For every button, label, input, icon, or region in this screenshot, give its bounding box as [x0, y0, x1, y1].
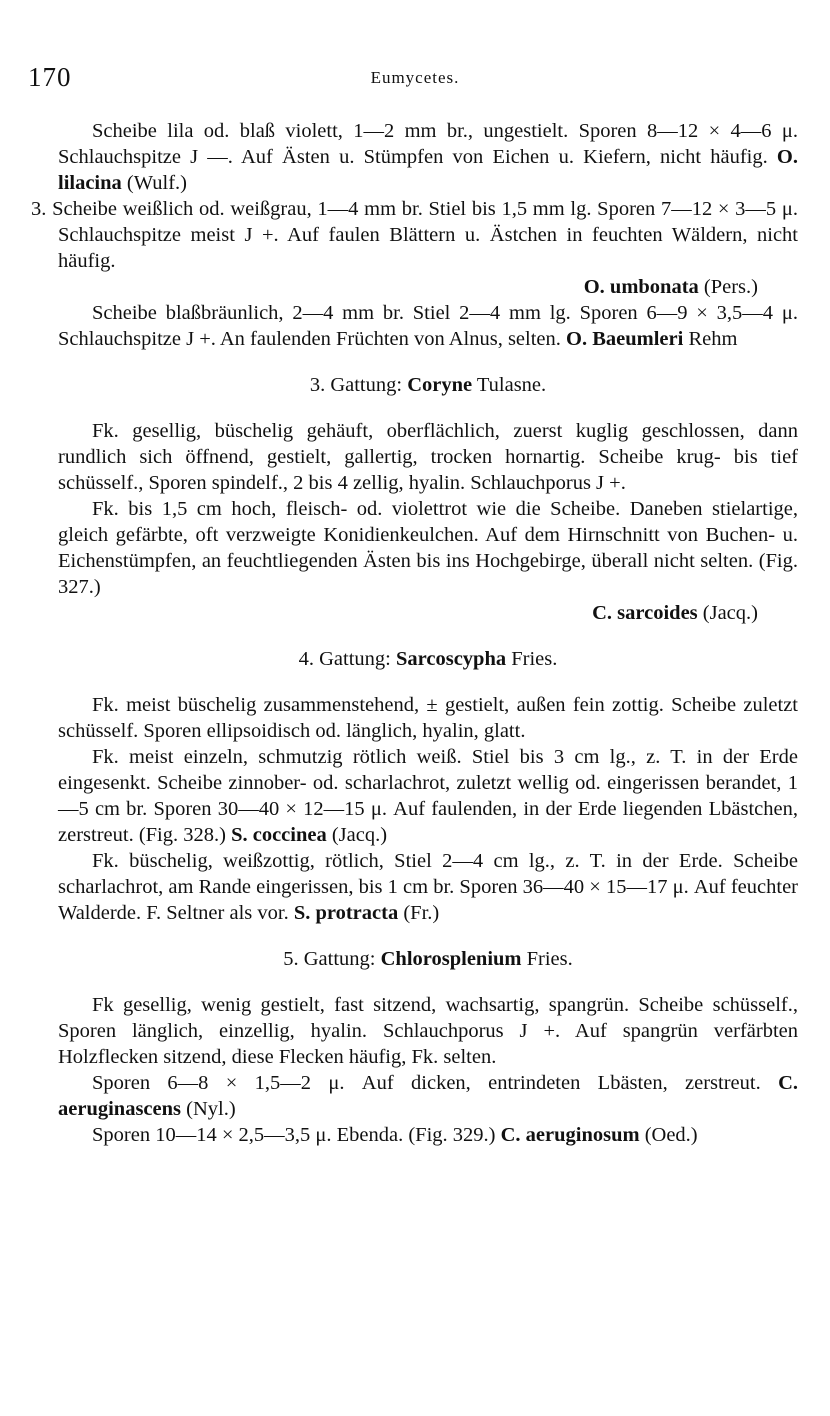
genus-author: Fries. — [511, 648, 558, 670]
entry-text: Scheibe lila od. blaß violett, 1—2 mm br., ungestielt. Sporen 8—12 × 4—6 μ. Schlauchspitze J —. Auf Ästen u. Stümpfen von Eichen u. Kiefern, nicht häufig. — [58, 120, 798, 168]
genus-author: Tulasne. — [476, 374, 547, 396]
page-header — [28, 62, 802, 98]
species-name: C. aeruginascens — [58, 1072, 799, 1120]
species-author: (Pers.) — [703, 276, 758, 298]
species-author: Rehm — [688, 328, 738, 350]
genus-name: Chlorosplenium — [380, 948, 522, 970]
species-name: O. Baeumleri — [566, 328, 684, 350]
genus-heading — [58, 946, 798, 972]
page-body — [31, 118, 799, 1148]
key-number: 3. — [31, 198, 47, 220]
entry-text: Fk. meist einzeln, schmutzig rötlich weiß. Stiel bis 3 cm lg., z. T. in der Erde eingesenkt. Scheibe zinnober- od. scharlachrot, zuletzt wellig od. eingerissen berandet, 1—5 cm br. Sporen 30—40 × 12—15 μ. Auf faulenden, in der Erde liegenden Lbästchen, zerstreut. (Fig. 328.) — [58, 746, 798, 846]
key-entry — [58, 1070, 798, 1122]
key-entry — [58, 848, 798, 926]
entry-text: Fk. büschelig, weißzottig, rötlich, Stiel 2—4 cm lg., z. T. in der Erde. Scheibe scharlachrot, am Rande eingerissen, bis 1 cm br. Sporen 36—40 × 15—17 μ. Auf feuchter Walderde. F. Seltner als vor. — [58, 850, 798, 924]
species-author: (Wulf.) — [126, 172, 188, 194]
genus-name: Coryne — [407, 374, 473, 396]
entry-text: Scheibe blaßbräunlich, 2—4 mm br. Stiel 2—4 mm lg. Sporen 6—9 × 3,5—4 μ. Schlauchspitze J +. An faulenden Früchten von Alnus, selten. — [58, 302, 798, 350]
species-name: S. coccinea — [231, 824, 327, 846]
species-author: (Jacq.) — [702, 602, 758, 624]
genus-description: Fk. gesellig, büschelig gehäuft, oberflächlich, zuerst kuglig geschlossen, dann rundlich sich öffnend, gestielt, gallertig, trocken hornartig. Scheibe krug- bis tief schüsself., Sporen spindelf., 2 bis 4 zellig, hyalin. Schlauchporus J +. — [58, 420, 798, 494]
entry-text: Scheibe weißlich od. weißgrau, 1—4 mm br. Stiel bis 1,5 mm lg. Sporen 7—12 × 3—5 μ. Schlauchspitze meist J +. Auf faulen Blättern u. Ästchen in feuchten Wäldern, nicht häufig. — [52, 198, 799, 272]
species-name: O. umbonata — [583, 276, 699, 298]
entry-text: Sporen 10—14 × 2,5—3,5 μ. Ebenda. (Fig. 329.) — [92, 1124, 496, 1146]
species-author: (Nyl.) — [186, 1098, 236, 1120]
species-author: (Fr.) — [403, 902, 440, 924]
genus-heading — [58, 646, 798, 672]
page-number: 170 — [28, 62, 72, 92]
genus-number: 5. Gattung: — [283, 948, 376, 970]
genus-description: Fk. meist büschelig zusammenstehend, ± gestielt, außen fein zottig. Scheibe zuletzt schüsself. Sporen ellipsoidisch od. länglich, hyalin, glatt. — [58, 694, 798, 742]
species-name: C. aeruginosum — [500, 1124, 640, 1146]
running-title: Eumycetes. — [370, 68, 460, 87]
genus-number: 3. Gattung: — [309, 374, 403, 396]
genus-author: Fries. — [526, 948, 573, 970]
species-line — [58, 274, 798, 300]
species-author: (Jacq.) — [331, 824, 388, 846]
genus-description: Fk gesellig, wenig gestielt, fast sitzend, wachsartig, spangrün. Scheibe schüsself., Sporen länglich, einzellig, hyalin. Schlauchporus J +. Auf spangrün verfärbten Holzflecken sitzend, diese Flecken häufig, Fk. selten. — [58, 994, 798, 1068]
species-name: O. lilacina — [58, 146, 798, 194]
genus-heading — [58, 372, 798, 398]
entry-text: Sporen 6—8 × 1,5—2 μ. Auf dicken, entrindeten Lbästen, zerstreut. — [92, 1072, 761, 1094]
species-author: (Oed.) — [644, 1124, 698, 1146]
species-name: S. protracta — [293, 902, 399, 924]
species-line — [58, 600, 798, 626]
key-entry: Fk. bis 1,5 cm hoch, fleisch- od. violettrot wie die Scheibe. Daneben stielartige, gleich gefärbte, oft verzweigte Konidienkeulchen. Auf dem Hirnschnitt von Buchen- u. Eichenstümpfen, an feuchtliegenden Ästen bis ins Hochgebirge, überall nicht selten. (Fig. 327.) — [58, 498, 798, 598]
key-entry — [58, 300, 798, 352]
genus-name: Sarcoscypha — [396, 648, 507, 670]
species-name: C. sarcoides — [592, 602, 698, 624]
key-entry — [58, 1122, 798, 1148]
key-entry — [58, 118, 798, 196]
genus-number: 4. Gattung: — [298, 648, 391, 670]
key-entry — [31, 196, 799, 274]
key-entry — [58, 744, 798, 848]
